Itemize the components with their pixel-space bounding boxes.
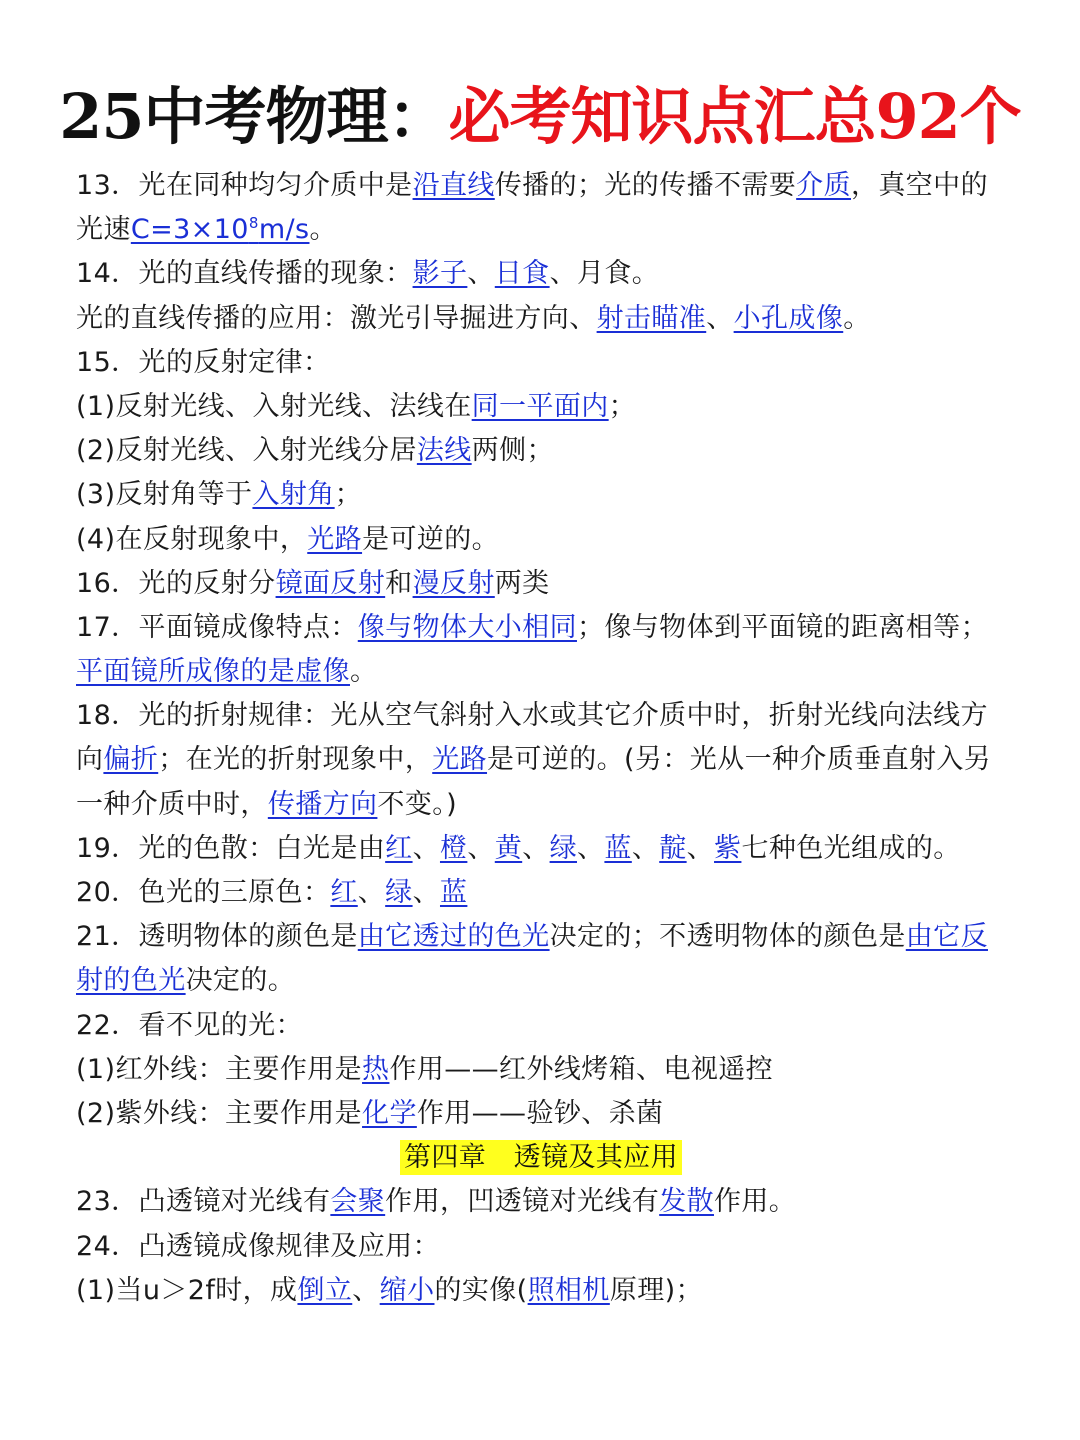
line-text: 作用——红外线烤箱、电视遥控 <box>389 1053 774 1085</box>
answer-text: 红 <box>385 832 413 864</box>
text-line <box>76 1004 1006 1048</box>
chapter-heading: 第四章 透镜及其应用 <box>400 1140 682 1175</box>
line-text: (2)紫外线：主要作用是 <box>76 1097 363 1129</box>
answer-text: 偏折 <box>103 744 159 776</box>
title-part-1: 25中考物理： <box>59 80 449 153</box>
line-text: ，真空中的 <box>850 170 988 201</box>
text-line <box>76 738 1006 782</box>
title-part-2: 必考知识点汇总92个 <box>448 80 1021 153</box>
line-text: 、 <box>357 877 386 908</box>
text-line <box>76 959 1006 1003</box>
line-text: (1)当u＞2f时，成 <box>76 1274 298 1306</box>
answer-text: C=3×10 <box>130 214 249 246</box>
answer-text: 绿 <box>549 832 577 864</box>
text-line <box>76 1269 1006 1313</box>
line-text: 、 <box>467 832 495 864</box>
line-text: 作用。 <box>713 1186 797 1218</box>
line-text: 、 <box>352 1274 380 1306</box>
answer-text: 同一平面内 <box>471 390 609 422</box>
line-text: 原理)； <box>609 1274 703 1306</box>
answer-text: 紫 <box>714 832 742 864</box>
text-line <box>76 473 1006 517</box>
text-line <box>76 915 1006 959</box>
line-text: 、 <box>686 832 715 864</box>
text-line <box>76 783 1006 827</box>
line-text: ；在光的折射现象中， <box>158 744 433 776</box>
line-text: 15．光的反射定律： <box>76 346 331 378</box>
answer-text: 发散 <box>659 1186 714 1218</box>
line-text: 向 <box>76 744 104 776</box>
line-text: 光速 <box>76 214 131 246</box>
line-text: 七种色光组成的。 <box>741 832 961 864</box>
line-text: 决定的；不透明物体的颜色是 <box>549 921 906 953</box>
line-text: 16．光的反射分 <box>76 567 276 599</box>
line-text: 23．凸透镜对光线有 <box>76 1186 331 1218</box>
line-text: 是可逆的。(另：光从一种介质垂直射入另 <box>487 744 992 776</box>
text-line <box>76 341 1006 385</box>
line-text: 和 <box>385 567 413 599</box>
line-text: 20．色光的三原色： <box>76 877 331 908</box>
answer-text <box>249 214 310 245</box>
line-text: 。 <box>350 656 378 688</box>
line-text: 。 <box>843 302 871 334</box>
line-text: 13．光在同种均匀介质中是 <box>76 170 413 201</box>
text-line <box>76 518 1006 562</box>
text-line <box>76 562 1006 606</box>
line-text: (1)反射光线、入射光线、法线在 <box>76 390 472 422</box>
line-text: (1)红外线：主要作用是 <box>76 1053 363 1085</box>
page-title <box>0 72 1080 162</box>
answer-text: 日食 <box>494 258 550 290</box>
answer-text: 传播方向 <box>267 788 378 820</box>
line-text: 作用，凹透镜对光线有 <box>385 1186 660 1218</box>
answer-text: 沿直线 <box>412 170 495 201</box>
answer-text: 缩小 <box>379 1274 435 1306</box>
text-line <box>76 1180 1006 1224</box>
text-line <box>76 252 1006 296</box>
notes-body <box>76 164 1006 1313</box>
line-text: 、 <box>412 877 440 908</box>
line-text: 一种介质中时， <box>76 788 268 820</box>
line-text: ； <box>608 390 637 422</box>
line-text: 不变。) <box>377 788 458 820</box>
answer-text: 红 <box>330 877 358 908</box>
line-text: 21．透明物体的颜色是 <box>76 921 358 953</box>
line-text: 24．凸透镜成像规律及应用： <box>76 1230 440 1262</box>
text-line <box>76 208 1006 252</box>
line-text: 、 <box>706 302 734 334</box>
answer-text: 照相机 <box>527 1274 610 1306</box>
line-text: 14．光的直线传播的现象： <box>76 258 413 290</box>
line-text: 22．看不见的光： <box>76 1009 303 1041</box>
line-text: 。 <box>309 214 337 246</box>
line-text: 光的直线传播的应用：激光引导掘进方向、 <box>76 302 597 334</box>
text-line <box>76 694 1006 738</box>
answer-text: 小孔成像 <box>733 302 844 334</box>
answer-text: 影子 <box>412 258 468 290</box>
answer-text: 由它透过的色光 <box>357 921 550 953</box>
text-line <box>76 606 1006 650</box>
line-text: 决定的。 <box>185 965 296 997</box>
line-text: 19．光的色散：白光是由 <box>76 832 386 864</box>
unit-text: m/s <box>258 214 310 246</box>
text-line <box>76 871 1006 915</box>
answer-text: 绿 <box>385 877 413 908</box>
answer-text: 介质 <box>796 170 851 201</box>
text-line <box>76 429 1006 473</box>
answer-text: 橙 <box>439 832 468 864</box>
answer-text: 靛 <box>659 832 687 864</box>
answer-text: 平面镜所成像的是虚像 <box>76 656 350 688</box>
answer-text: 光路 <box>307 523 363 555</box>
text-line <box>76 650 1006 694</box>
answer-text: 热 <box>362 1053 390 1085</box>
text-line <box>76 1048 1006 1092</box>
answer-text: 倒立 <box>297 1274 353 1306</box>
line-text: (2)反射光线、入射光线分居 <box>76 435 417 467</box>
line-text: ；像与物体到平面镜的距离相等； <box>576 611 988 643</box>
answer-text: 蓝 <box>439 877 468 908</box>
line-text: (4)在反射现象中， <box>76 523 308 555</box>
line-text: 作用——验钞、杀菌 <box>416 1097 664 1129</box>
answer-text: 入射角 <box>252 479 335 511</box>
answer-text: 镜面反射 <box>275 567 386 599</box>
line-text: 18．光的折射规律：光从空气斜射入水或其它介质中时，折射光线向法线方 <box>76 700 988 732</box>
answer-text: 漫反射 <box>412 567 495 599</box>
exponent: 8 <box>248 214 259 233</box>
line-text: 、 <box>522 832 550 864</box>
answer-text: 会聚 <box>330 1186 386 1218</box>
line-text: 、 <box>412 832 440 864</box>
line-text: ； <box>334 479 363 511</box>
answer-text: 光路 <box>432 744 488 776</box>
line-text: 两类 <box>494 567 550 599</box>
text-line <box>76 164 1006 208</box>
line-text: 17．平面镜成像特点： <box>76 611 358 643</box>
answer-text: 像与物体大小相同 <box>357 611 577 643</box>
answer-text: 化学 <box>362 1097 417 1129</box>
text-line <box>76 1092 1006 1136</box>
text-line <box>76 827 1006 871</box>
line-text: 的实像( <box>434 1274 528 1306</box>
answer-text: 蓝 <box>604 832 632 864</box>
line-text: 、月食。 <box>549 258 660 290</box>
line-text: 、 <box>577 832 605 864</box>
answer-text: 射的色光 <box>76 965 186 997</box>
answer-text: 法线 <box>416 435 472 467</box>
answer-text: 黄 <box>494 832 523 864</box>
line-text: 、 <box>631 832 660 864</box>
text-line <box>76 1136 1006 1180</box>
line-text: 、 <box>467 258 495 290</box>
line-text: 两侧； <box>471 435 554 467</box>
answer-text: 射击瞄准 <box>596 302 707 334</box>
line-text: (3)反射角等于 <box>76 479 253 511</box>
text-line <box>76 1225 1006 1269</box>
text-line <box>76 297 1006 341</box>
answer-text: 由它反 <box>905 921 988 953</box>
line-text: 传播的；光的传播不需要 <box>494 170 797 201</box>
text-line <box>76 385 1006 429</box>
line-text: 是可逆的。 <box>362 523 500 555</box>
